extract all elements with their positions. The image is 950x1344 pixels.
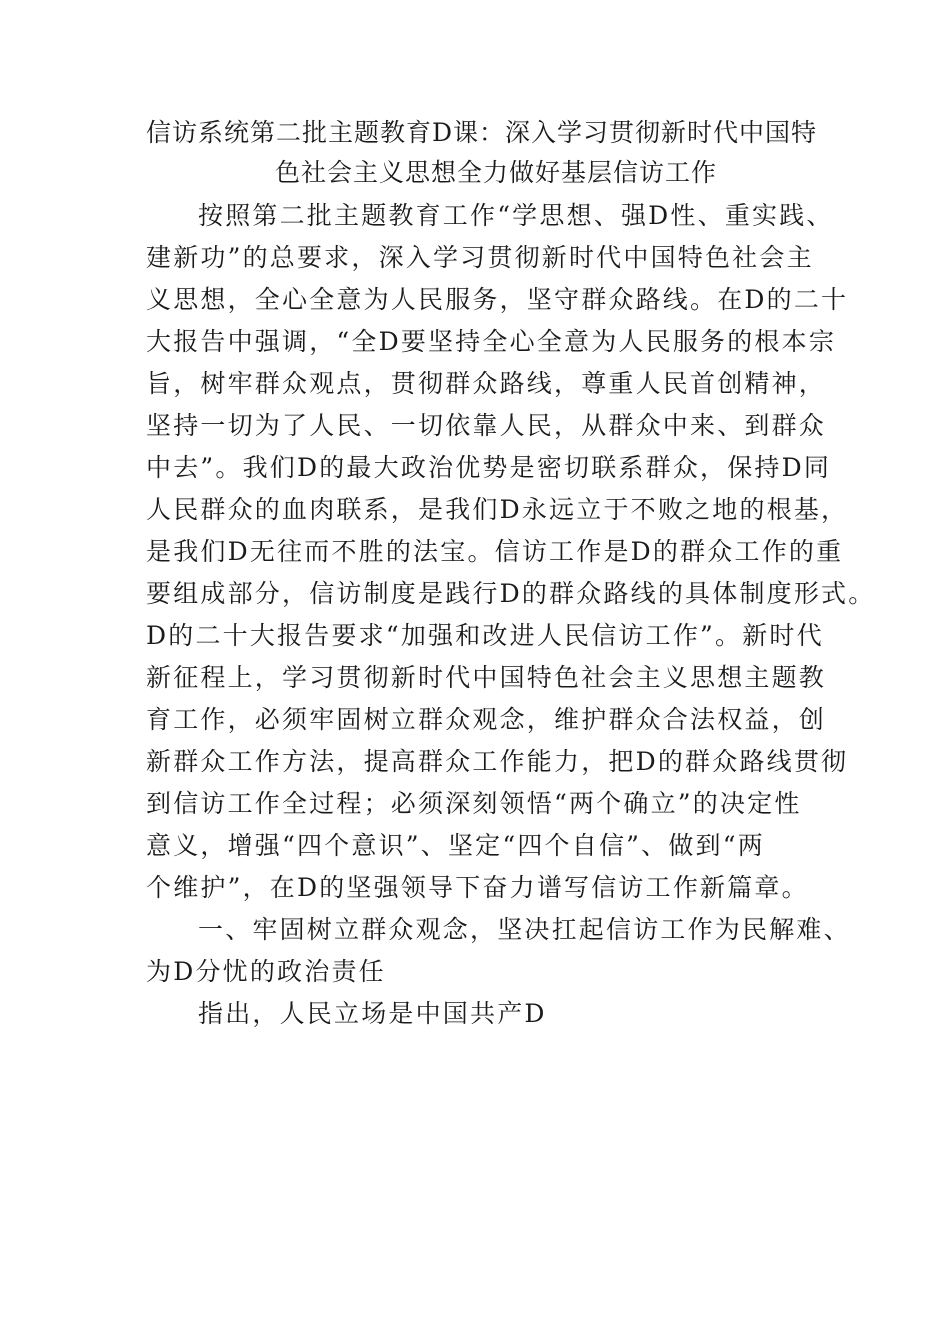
document-title [146, 113, 826, 193]
document-page [146, 113, 876, 1035]
section-heading-1 [146, 909, 851, 993]
paragraph-section-1 [146, 993, 826, 1035]
paragraph-line: 人民群众的血肉联系，是我们D永远立于不败之地的根基， [146, 495, 849, 524]
paragraph-line: 育工作，必须牢固树立群众观念，维护群众合法权益，创 [146, 705, 827, 734]
paragraph-line: 按照第二批主题教育工作“学思想、强D性、重实践、 [198, 201, 834, 230]
title-line: 色社会主义思想全力做好基层信访工作 [274, 158, 717, 187]
paragraph-line: 要组成部分，信访制度是践行D的群众路线的具体制度形式。 [146, 579, 876, 608]
paragraph-line: 大报告中强调，“全D要坚持全心全意为人民服务的根本宗 [146, 327, 837, 356]
heading-line: 为D分忧的政治责任 [146, 957, 386, 986]
heading-line: 一、牢固树立群众观念，坚决扛起信访工作为民解难、 [198, 915, 851, 944]
paragraph-line: 新征程上，学习贯彻新时代中国特色社会主义思想主题教 [146, 663, 827, 692]
paragraph-line: 个维护”，在D的坚强领导下奋力谱写信访工作新篇章。 [146, 873, 809, 902]
paragraph-line: 指出，人民立场是中国共产D [198, 999, 547, 1028]
paragraph-line: 建新功”的总要求，深入学习贯彻新时代中国特色社会主 [146, 243, 814, 272]
paragraph-intro [146, 195, 876, 909]
paragraph-line: 义思想，全心全意为人民服务，坚守群众路线。在D的二十 [146, 285, 849, 314]
paragraph-line: 是我们D无往而不胜的法宝。信访工作是D的群众工作的重 [146, 537, 844, 566]
paragraph-line: 中去”。我们D的最大政治优势是密切联系群众，保持D同 [146, 453, 832, 482]
paragraph-line: 意义，增强“四个意识”、坚定“四个自信”、做到“两 [146, 831, 765, 860]
paragraph-line: 坚持一切为了人民、一切依靠人民，从群众中来、到群众 [146, 411, 827, 440]
paragraph-line: 旨，树牢群众观点，贯彻群众路线，尊重人民首创精神， [146, 369, 827, 398]
paragraph-line: 新群众工作方法，提高群众工作能力，把D的群众路线贯彻 [146, 747, 849, 776]
paragraph-line: 到信访工作全过程；必须深刻领悟“两个确立”的决定性 [146, 789, 802, 818]
paragraph-line: D的二十大报告要求“加强和改进人民信访工作”。新时代 [146, 621, 824, 650]
title-line: 信访系统第二批主题教育D课：深入学习贯彻新时代中国特 [146, 118, 818, 147]
